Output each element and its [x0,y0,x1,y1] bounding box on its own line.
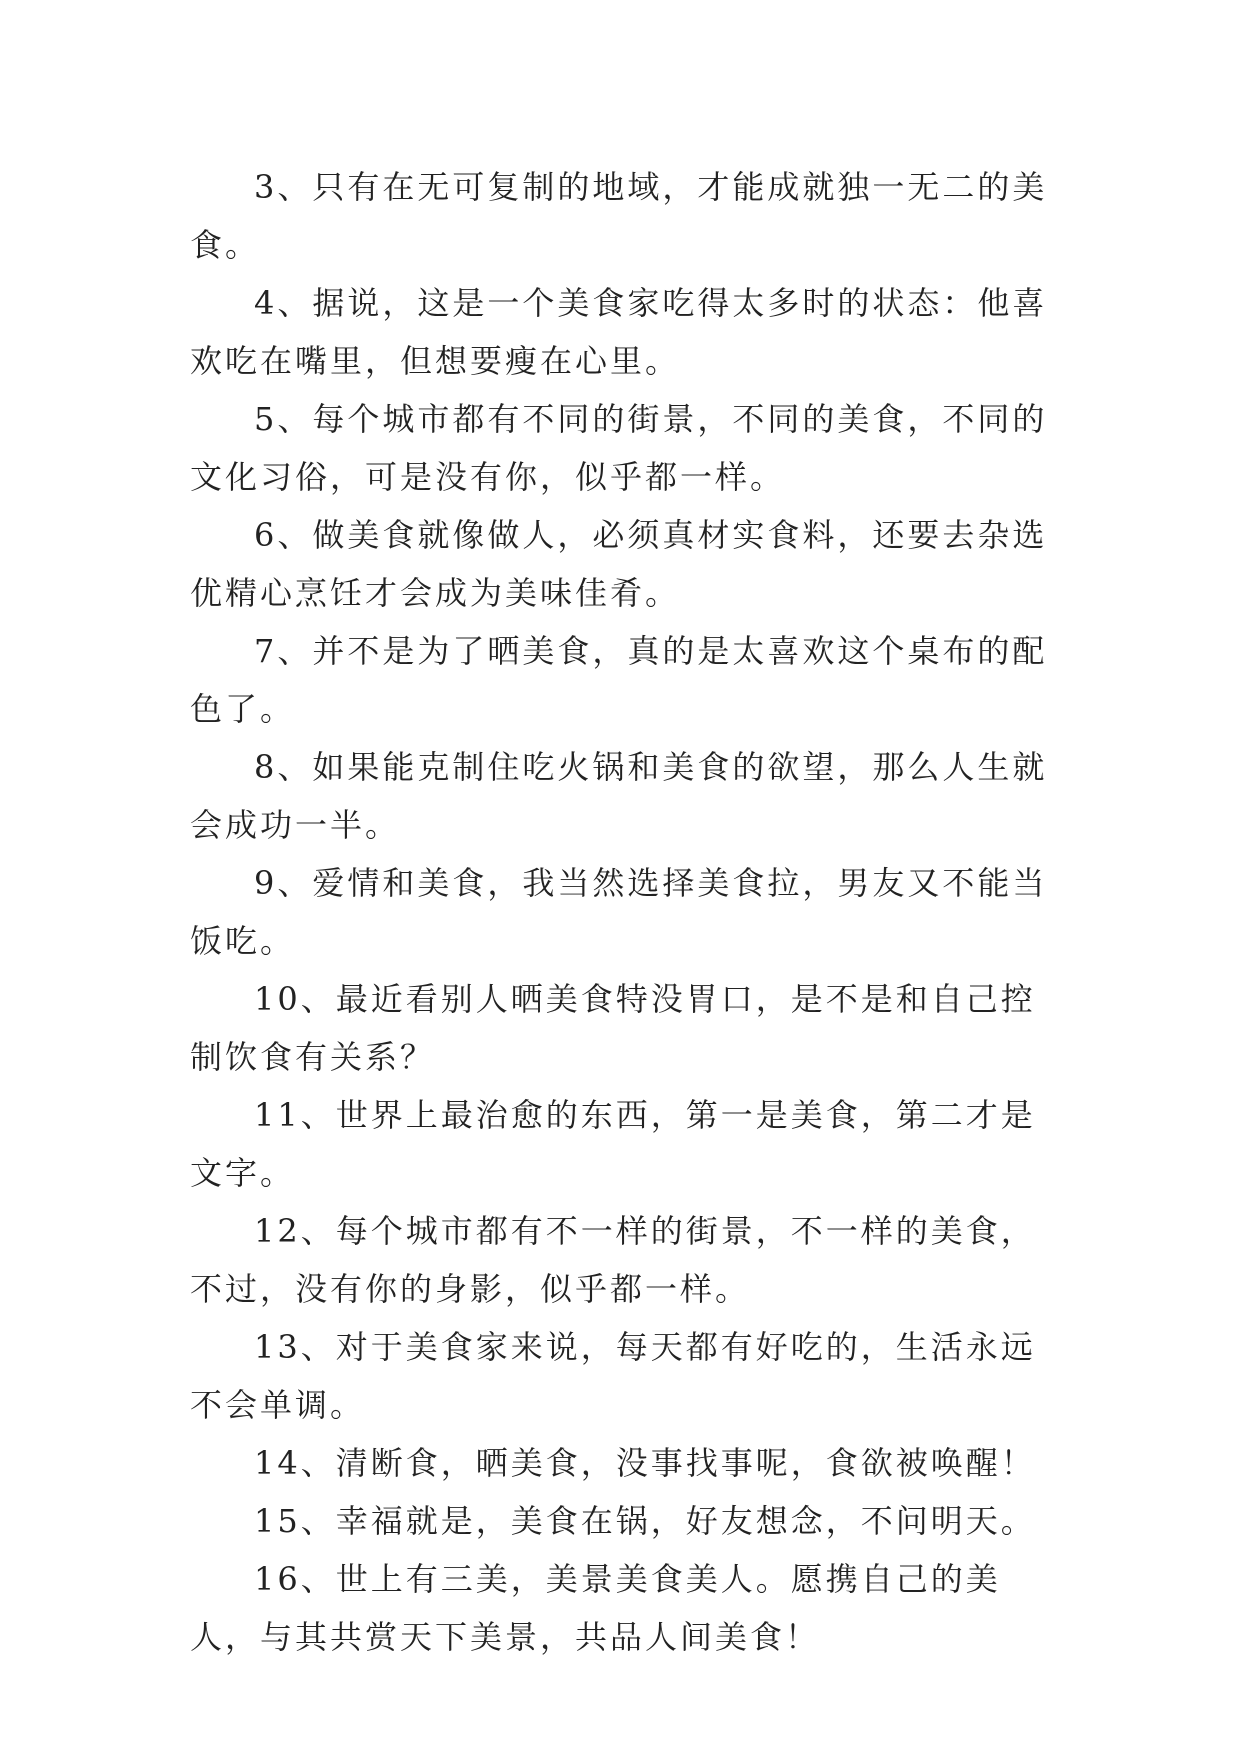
paragraph-9: 9、爱情和美食，我当然选择美食拉，男友又不能当饭吃。 [190,864,1048,960]
paragraph-16: 16、世上有三美，美景美食美人。愿携自己的美人，与其共赏天下美景，共品人间美食！ [190,1560,1001,1656]
document-body [190,158,1050,1666]
paragraph-10: 10、最近看别人晒美食特没胃口，是不是和自己控制饮食有关系？ [190,980,1036,1076]
paragraph-7: 7、并不是为了晒美食，真的是太喜欢这个桌布的配色了。 [190,632,1048,728]
paragraph-11: 11、世界上最治愈的东西，第一是美食，第二才是文字。 [190,1096,1036,1192]
paragraph-4: 4、据说，这是一个美食家吃得太多时的状态：他喜欢吃在嘴里，但想要瘦在心里。 [190,284,1048,380]
paragraph-15: 15、幸福就是，美食在锅，好友想念，不问明天。 [254,1502,1036,1540]
paragraph-12: 12、每个城市都有不一样的街景，不一样的美食，不过，没有你的身影，似乎都一样。 [190,1212,1036,1308]
paragraph-5: 5、每个城市都有不同的街景，不同的美食，不同的文化习俗，可是没有你，似乎都一样。 [190,400,1048,496]
paragraph-14: 14、清断食，晒美食，没事找事呢，食欲被唤醒！ [254,1444,1036,1482]
paragraph-8: 8、如果能克制住吃火锅和美食的欲望，那么人生就会成功一半。 [190,748,1048,844]
paragraph-3: 3、只有在无可复制的地域，才能成就独一无二的美食。 [190,168,1048,264]
paragraph-13: 13、对于美食家来说，每天都有好吃的，生活永远不会单调。 [190,1328,1036,1424]
paragraph-6: 6、做美食就像做人，必须真材实食料，还要去杂选优精心烹饪才会成为美味佳肴。 [190,516,1048,612]
